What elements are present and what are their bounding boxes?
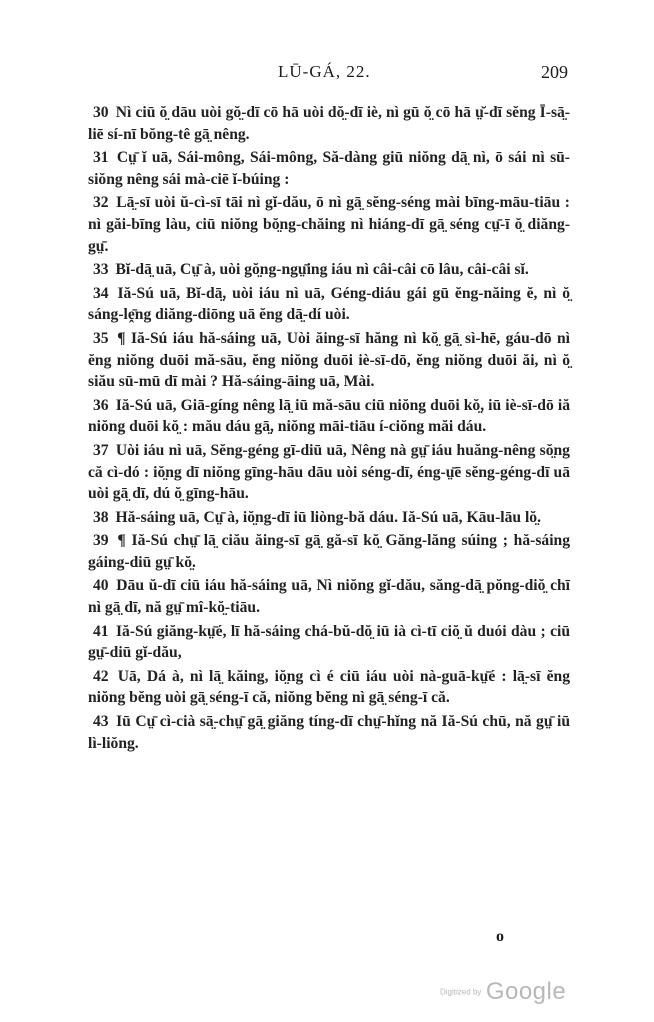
- verse-text: ¶ Iă-Sú chṳ̄ lā̤ ciău ăing-sī gā̤ gă-sī kŏ̤ Găng-lăng súing ; hă-sáing gáing-diū gṳ̄ kŏ̤.: [88, 532, 571, 571]
- verse-30: [88, 102, 570, 145]
- verse-42: [88, 666, 570, 709]
- verse-number: 34: [93, 284, 109, 302]
- verse-39: [88, 530, 570, 573]
- verse-text: Nì ciū ŏ̤ dāu uòi gŏ̤-dī cō hā uòi dŏ̤-dī iè, nì gū ŏ̤ cō hā ṳ̆-dī sĕng Ī-sā̤-liē sí-nī bŏng-tê gā̤ nêng.: [88, 104, 571, 143]
- verse-43: [88, 711, 570, 754]
- verse-38: [88, 507, 570, 529]
- signature-mark: o: [496, 928, 504, 945]
- verse-text: Iū Cṳ̄ cì-cià sā̤-chṳ̄ gā̤ giăng tíng-dī chṳ̄-hĭng nă Iă-Sú chū, nă gṳ̄ iū lì-liŏng.: [88, 713, 570, 752]
- verse-number: 41: [93, 622, 109, 640]
- verse-number: 43: [93, 713, 109, 731]
- verse-text: Cṳ̄ ĭ uā, Sái-mông, Sái-mông, Să-dàng giū niŏng dā̤ nì, ō sái nì sū-siŏng nêng sái mà-ciē ĭ-búing :: [88, 149, 570, 188]
- verse-41: [88, 621, 570, 664]
- verse-40: [88, 575, 570, 618]
- verse-number: 39: [93, 532, 109, 550]
- verse-text: Iă-Sú uā, Bĭ-dā̤, uòi iáu nì uā, Géng-diáu gái gū ĕng-năing ĕ, nì ŏ̤ sáng-lḙ̄ng diăng-diōng uā ĕng dā̤-dí uòi.: [88, 284, 571, 324]
- verse-text: Hă-sáing uā, Cṳ̄ à, iŏ̤ng-dī iū liòng-bă dáu. Iă-Sú uā, Kāu-lāu lŏ̤.: [115, 508, 541, 526]
- verse-36: [88, 395, 570, 438]
- verse-number: 32: [93, 194, 109, 212]
- running-header: [88, 62, 568, 86]
- verse-text: Bĭ-dā̤ uā, Cṳ̄ à, uòi gŏ̤ng-ngṳ̄ing iáu nì câi-câi cō lâu, câi-câi sĭ.: [115, 261, 529, 279]
- verse-text: Iă-Sú uā, Giā-gíng nêng lā̤ iū mă-sāu ciū niŏng duōi kŏ̤, iū iè-sī-dō iă niŏng duōi kŏ̤ : mău dáu gā̤, niŏng māi-tiāu í-ciŏng măi dáu.: [88, 396, 570, 436]
- body-text: [88, 102, 570, 756]
- verse-number: 37: [93, 441, 109, 459]
- verse-text: Iă-Sú giăng-kṳ̄é, lī hă-sáing chá-bŭ-dŏ̤ iū ià cì-tī ciŏ̤ ŭ duói dàu ; ciū gṳ̄-diū gĭ-dău,: [88, 622, 570, 662]
- verse-33: [88, 259, 570, 281]
- google-logo: Google: [485, 978, 567, 1005]
- verse-32: [88, 192, 570, 257]
- verse-37: [88, 440, 570, 505]
- verse-31: [88, 147, 570, 190]
- verse-number: 33: [93, 261, 109, 279]
- verse-34: [88, 283, 570, 326]
- verse-text: Lā̤-sī uòi ŭ-cì-sī tāi nì gĭ-dău, ō nì gā̤ sĕng-séng mài bīng-māu-tiāu : nì găi-bīng làu, ciū niŏng bŏ̤ng-chăing nì hiáng-dī gā̤ séng cṳ̄-ī ŏ̤ diăng-gṳ̄.: [88, 194, 570, 255]
- verse-number: 30: [93, 104, 109, 121]
- verse-number: 35: [93, 329, 109, 347]
- verse-text: Uòi iáu nì uā, Sĕng-géng gī-diū uā, Nêng nà gṳ̄ iáu huăng-nêng sŏ̤ng că cì-dó : iŏ̤ng dī niŏng gīng-hāu dāu uòi séng-dī, éng-ṳ̄ē sĕng-géng-dī uā uòi gā̤ dī, dú ŏ̤ gīng-hāu.: [88, 441, 570, 503]
- watermark-prefix: Digitized by: [440, 987, 482, 997]
- verse-number: 40: [93, 577, 109, 595]
- verse-number: 42: [93, 667, 109, 685]
- verse-text: Dāu ŭ-dī ciū iáu hă-sáing uā, Nì niŏng gĭ-dău, săng-dā̤ pŏng-diŏ̤ chī nì gā̤ dī, nă gṳ̄ mî-kŏ̤-tiāu.: [88, 577, 570, 617]
- page-number: 209: [541, 62, 568, 82]
- verse-35: [88, 328, 570, 393]
- verse-number: 36: [93, 396, 109, 414]
- verse-number: 38: [93, 508, 109, 526]
- verse-text: ¶ Iă-Sú iáu hă-sáing uā, Uòi ăing-sī hăng nì kŏ̤ gā̤ sì-hē, gáu-dō nì ĕng niŏng duōi mă-sāu, ĕng niŏng duōi iè-sī-dō, ĕng niŏng duōi ăi, nì ŏ̤ siău sū-mū dī mài ? Hă-sáing-āing uā, Mài.: [88, 329, 570, 391]
- verse-number: 31: [93, 149, 109, 167]
- digitization-watermark: [440, 978, 566, 1006]
- verse-text: Uā, Dá à, nì lā̤ kăing, iŏ̤ng cì é ciū iáu uòi nà-guā-kṳ̄é : lā̤-sī ĕng niŏng bĕng uòi gā̤ séng-ī că, niŏng bĕng nì gā̤ séng-ī că.: [88, 667, 570, 707]
- header-title: LŪ-GÁ, 22.: [278, 62, 371, 81]
